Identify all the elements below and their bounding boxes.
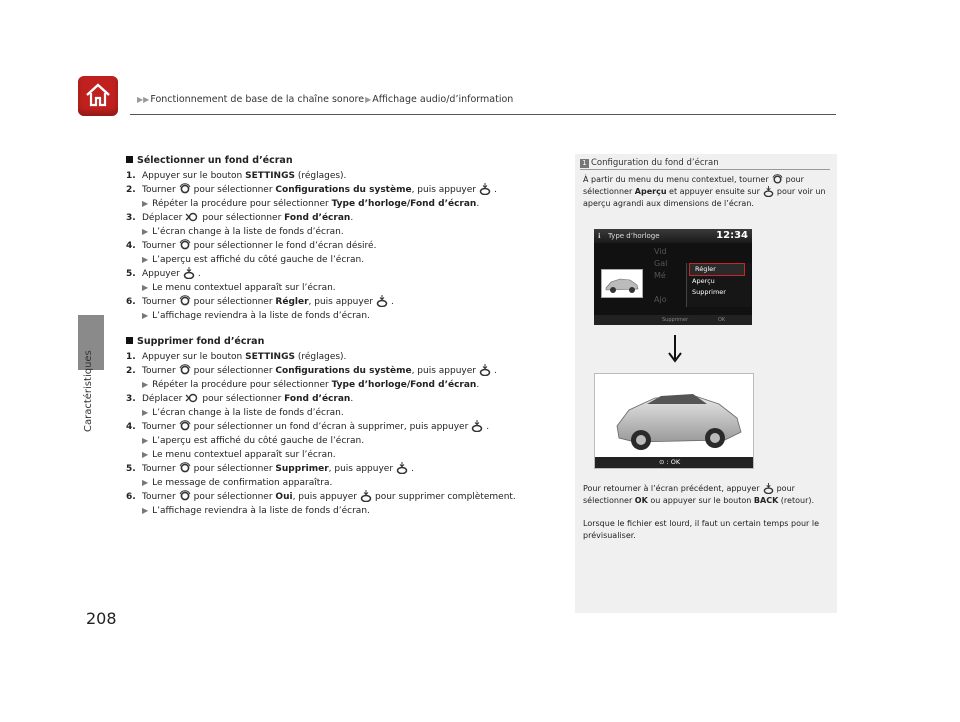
result-arrow-icon: ▶ <box>142 478 149 487</box>
wallpaper-preview-thumbnail <box>601 269 643 298</box>
step: 2. Tourner pour sélectionner Configurations du système, puis appuyer . <box>126 366 497 376</box>
bullet-square-icon <box>126 337 133 344</box>
result-arrow-icon: ▶ <box>142 199 149 208</box>
result-arrow-icon: ▶ <box>142 255 149 264</box>
breadcrumb-arrow-icon: ▶▶ <box>137 95 150 104</box>
info-icon: ℹ <box>598 232 601 240</box>
sidebar-paragraph: Lorsque le fichier est lourd, il faut un certain temps pour le prévisualiser. <box>583 519 820 540</box>
list-item[interactable]: Ajo <box>654 295 667 304</box>
step-result: ▶ Répéter la procédure pour sélectionner Type d’horloge/Fond d’écran. <box>142 199 480 209</box>
step-result: ▶ L’écran change à la liste de fonds d’écran. <box>142 227 344 237</box>
menu-item-regler[interactable]: Régler <box>689 263 745 276</box>
step-result: ▶ L’aperçu est affiché du côté gauche de l’écran. <box>142 436 365 446</box>
knob-icon <box>179 295 191 307</box>
breadcrumb-arrow-icon: ▶ <box>365 95 372 104</box>
note-number-icon: 1 <box>580 159 589 168</box>
step-result: ▶ L’affichage reviendra à la liste de fonds d’écran. <box>142 506 370 516</box>
result-arrow-icon: ▶ <box>142 436 149 445</box>
result-arrow-icon: ▶ <box>142 450 149 459</box>
knob-icon <box>179 462 191 474</box>
knob-icon <box>179 420 191 432</box>
step: 1. Appuyer sur le bouton SETTINGS (réglages). <box>126 352 347 362</box>
press-icon <box>183 267 195 279</box>
knob-icon <box>179 364 191 376</box>
result-arrow-icon: ▶ <box>142 227 149 236</box>
screen-soft-keys <box>594 315 752 325</box>
sidebar-paragraph: Pour retourner à l’écran précédent, appuyer pour sélectionner OK ou appuyer sur le bouton BACK (retour). <box>583 484 815 505</box>
step-result: ▶ Le menu contextuel apparaît sur l’écran. <box>142 450 336 460</box>
menu-item-supprimer[interactable]: Supprimer <box>692 288 726 296</box>
softkey-ok[interactable]: OK <box>718 317 726 323</box>
sidebar-heading: 1 Configuration du fond d’écran <box>580 158 719 168</box>
move-icon <box>185 392 199 404</box>
list-item[interactable]: Gal <box>654 259 668 268</box>
result-arrow-icon: ▶ <box>142 506 149 515</box>
step-result: ▶ L’aperçu est affiché du côté gauche de l’écran. <box>142 255 365 265</box>
preview-bottom-bar <box>595 457 753 468</box>
context-menu <box>686 263 751 307</box>
screen-clock: 12:34 <box>716 230 748 241</box>
knob-icon <box>179 490 191 502</box>
step: 6. Tourner pour sélectionner Régler, puis appuyer . <box>126 297 394 307</box>
press-icon <box>396 462 408 474</box>
step-result: ▶ Le menu contextuel apparaît sur l’écran. <box>142 283 336 293</box>
step: 4. Tourner pour sélectionner un fond d’écran à supprimer, puis appuyer . <box>126 422 490 432</box>
result-arrow-icon: ▶ <box>142 380 149 389</box>
section-title: Sélectionner un fond d’écran <box>126 154 566 168</box>
result-arrow-icon: ▶ <box>142 283 149 292</box>
ok-hint[interactable]: ⊙ : OK <box>659 458 681 466</box>
home-button[interactable] <box>78 76 118 116</box>
menu-item-apercu[interactable]: Aperçu <box>692 277 715 285</box>
breadcrumb-link-2[interactable]: Affichage audio/d’information <box>372 94 514 105</box>
step-result: ▶ L’affichage reviendra à la liste de fonds d’écran. <box>142 311 370 321</box>
step-result: ▶ L’écran change à la liste de fonds d’écran. <box>142 408 344 418</box>
step: 1. Appuyer sur le bouton SETTINGS (réglages). <box>126 171 347 181</box>
step-result: ▶ Le message de confirmation apparaîtra. <box>142 478 333 488</box>
sidebar-divider <box>580 169 830 170</box>
step: 4. Tourner pour sélectionner le fond d’écran désiré. <box>126 241 377 251</box>
step: 6. Tourner pour sélectionner Oui, puis appuyer pour supprimer complètement. <box>126 492 516 502</box>
list-item[interactable]: Mé <box>654 271 666 280</box>
car-icon <box>602 270 642 297</box>
step: 3. Déplacer pour sélectionner Fond d’écran. <box>126 394 354 404</box>
step: 5. Appuyer . <box>126 269 201 279</box>
press-icon: ⊙ <box>659 458 665 466</box>
step: 5. Tourner pour sélectionner Supprimer, puis appuyer . <box>126 464 414 474</box>
knob-icon <box>772 174 783 185</box>
list-item[interactable] <box>654 283 684 295</box>
move-icon <box>185 211 199 223</box>
step: 3. Déplacer pour sélectionner Fond d’écran. <box>126 213 354 223</box>
section-title: Supprimer fond d’écran <box>126 335 566 349</box>
knob-icon <box>179 239 191 251</box>
car-preview-image <box>595 374 753 457</box>
result-arrow-icon: ▶ <box>142 408 149 417</box>
sidebar-paragraph: À partir du menu du menu contextuel, tourner pour sélectionner Aperçu et appuyer ensuite sur pour voir un aperçu agrandi aux dimensions de l’écran. <box>583 175 826 208</box>
step-result: ▶ Répéter la procédure pour sélectionner Type d’horloge/Fond d’écran. <box>142 380 480 390</box>
bullet-square-icon <box>126 156 133 163</box>
list-item[interactable]: Vid <box>654 247 667 256</box>
breadcrumb-link-1[interactable]: Fonctionnement de base de la chaîne sonore <box>150 94 365 105</box>
wallpaper-list <box>654 247 684 307</box>
main-content <box>126 154 566 518</box>
press-icon <box>479 364 491 376</box>
section-tab-label: Caractéristiques <box>83 350 94 432</box>
press-icon <box>471 420 483 432</box>
display-screenshot-preview <box>594 373 754 469</box>
result-arrow-icon: ▶ <box>142 311 149 320</box>
screen-title-bar <box>594 229 752 243</box>
knob-icon <box>179 183 191 195</box>
screen-title: Type d’horloge <box>608 232 660 240</box>
step: 2. Tourner pour sélectionner Configurations du système, puis appuyer . <box>126 185 497 195</box>
softkey-supprimer[interactable]: Supprimer <box>662 317 689 323</box>
header-divider <box>130 114 836 115</box>
breadcrumb <box>136 94 513 105</box>
press-icon <box>376 295 388 307</box>
arrow-down-icon <box>667 335 683 363</box>
home-icon <box>84 81 112 109</box>
page-number: 208 <box>86 609 117 628</box>
press-icon <box>763 186 774 197</box>
press-icon <box>479 183 491 195</box>
press-icon <box>763 483 774 494</box>
press-icon <box>360 490 372 502</box>
display-screenshot-context-menu <box>594 229 752 325</box>
